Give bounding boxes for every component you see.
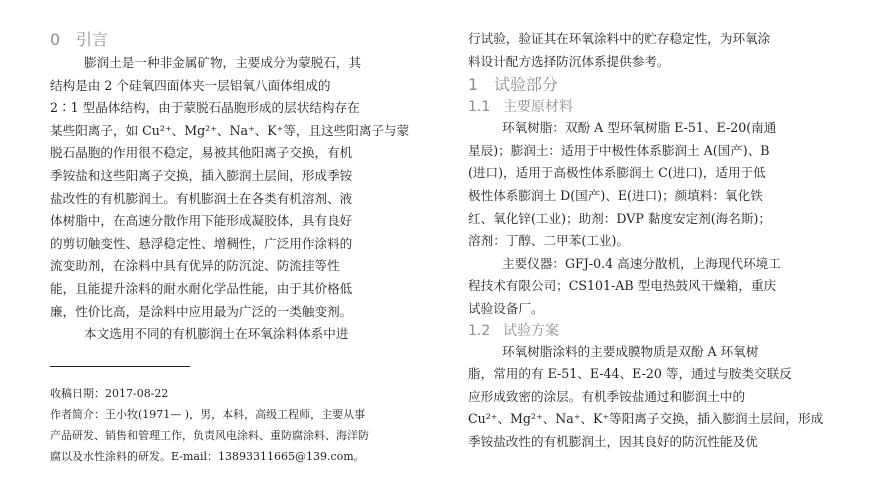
text-line: 环氧树脂涂料的主要成膜物质是双酚 A 环氧树 <box>502 343 759 359</box>
text-line: 体树脂中，在高速分散作用下能形成凝胶体，具有良好 <box>50 213 353 229</box>
text-line: 试验设备厂。 <box>468 300 544 316</box>
text-line: 结构是由 2 个硅氧四面体夹一层铝氧八面体组成的 <box>50 77 331 93</box>
text-line: 季铵盐改性的有机膨润土，因其良好的防沉性能及优 <box>468 433 758 449</box>
text-line: 主要仪器：GFJ-0.4 高速分散机，上海现代环境工 <box>502 255 781 271</box>
subsection-heading-materials <box>468 97 852 117</box>
introduction-paragraph <box>50 52 434 346</box>
text-line: 2∶1 型晶体结构，由于蒙脱石晶胞形成的层状结构存在 <box>50 100 360 116</box>
section-number: 1 <box>468 75 479 95</box>
author-bio-line: 作者简介：王小牧(1971— )，男，本科，高级工程师，主要从事 <box>50 407 366 421</box>
text-line: 溶剂：丁醇、二甲苯(工业)。 <box>468 233 629 249</box>
text-line: 环氧树脂：双酚 A 型环氧树脂 E-51、E-20(南通 <box>502 120 777 136</box>
text-line: 膨润土是一种非金属矿物，主要成分为蒙脱石，其 <box>84 55 362 70</box>
text-line: 能，且能提升涂料的耐水耐化学品性能，由于其价格低 <box>50 280 353 296</box>
text-line: 脂，常用的有 E-51、E-44、E-20 等，通过与胺类交联反 <box>468 366 792 382</box>
text-line: 红、氧化锌(工业)；助剂：DVP 黏度安定剂(海名斯)； <box>468 210 771 226</box>
section-title: 引言 <box>76 30 109 49</box>
text-line: 季铵盐和这些阳离子交换，插入膨润土层间，形成季铵 <box>50 167 353 183</box>
materials-paragraph <box>468 117 852 253</box>
text-line: 星辰)；膨润土：适用于中极性体系膨润土 A(国产)、B <box>468 142 770 158</box>
text-line: 脱石晶胞的作用很不稳定，易被其他阳离子交换，有机 <box>50 145 353 161</box>
received-date: 收稿日期：2017-08-22 <box>50 386 169 400</box>
section-number: 0 <box>50 30 61 49</box>
text-line: 程技术有限公司；CS101-AB 型电热鼓风干燥箱，重庆 <box>468 278 777 294</box>
subsection-title: 主要原材料 <box>503 99 573 116</box>
subsection-title: 试验方案 <box>503 322 559 339</box>
text-line: 某些阳离子，如 Cu²⁺、Mg²⁺、Na⁺、K⁺等，且这些阳离子与蒙 <box>50 122 410 138</box>
text-line: (进口)，适用于高极性体系膨润土 C(进口)，适用于低 <box>468 165 766 181</box>
left-column <box>50 28 434 467</box>
right-column <box>468 28 852 454</box>
text-line: 行试验，验证其在环氧涂料中的贮存稳定性，为环氧涂 <box>468 31 771 46</box>
section-title: 试验部分 <box>494 75 559 95</box>
subsection-number: 1.1 <box>468 99 491 116</box>
subsection-heading-scheme <box>468 321 852 341</box>
text-line: 极性体系膨润土 D(国产)、E(进口)；颜填料：氧化铁 <box>468 187 763 203</box>
text-line: 料设计配方选择防沉体系提供参考。 <box>468 53 670 69</box>
section-heading-experimental <box>468 73 852 97</box>
section-heading-introduction <box>50 28 434 52</box>
text-line: 廉，性价比高，是涂料中应用最为广泛的一类触变剂。 <box>50 303 353 319</box>
text-line: 流变助剂，在涂料中具有优异的防沉淀、防流挂等性 <box>50 258 340 274</box>
scheme-paragraph <box>468 341 852 454</box>
text-line: 的剪切触变性、悬浮稳定性、增稠性，广泛用作涂料的 <box>50 235 353 251</box>
introduction-continuation <box>468 28 852 73</box>
subsection-number: 1.2 <box>468 322 491 339</box>
footnote-divider <box>50 366 190 367</box>
text-line: 应形成致密的涂层。有机季铵盐通过和膨润土中的 <box>468 388 746 404</box>
instruments-paragraph <box>468 253 852 321</box>
footnotes <box>50 383 434 467</box>
text-line: Cu²⁺、Mg²⁺、Na⁺、K⁺等阳离子交换，插入膨润土层间，形成 <box>468 411 824 427</box>
author-bio-line: 腐以及水性涂料的研发。E-mail：13893311665@139.com。 <box>50 449 365 463</box>
text-line: 盐改性的有机膨润土。有机膨润土在各类有机溶剂、液 <box>50 190 353 206</box>
text-line: 本文选用不同的有机膨润土在环氧涂料体系中进 <box>84 326 349 342</box>
author-bio-line: 产品研发、销售和管理工作，负责风电涂料、重防腐涂料、海洋防 <box>50 428 369 442</box>
